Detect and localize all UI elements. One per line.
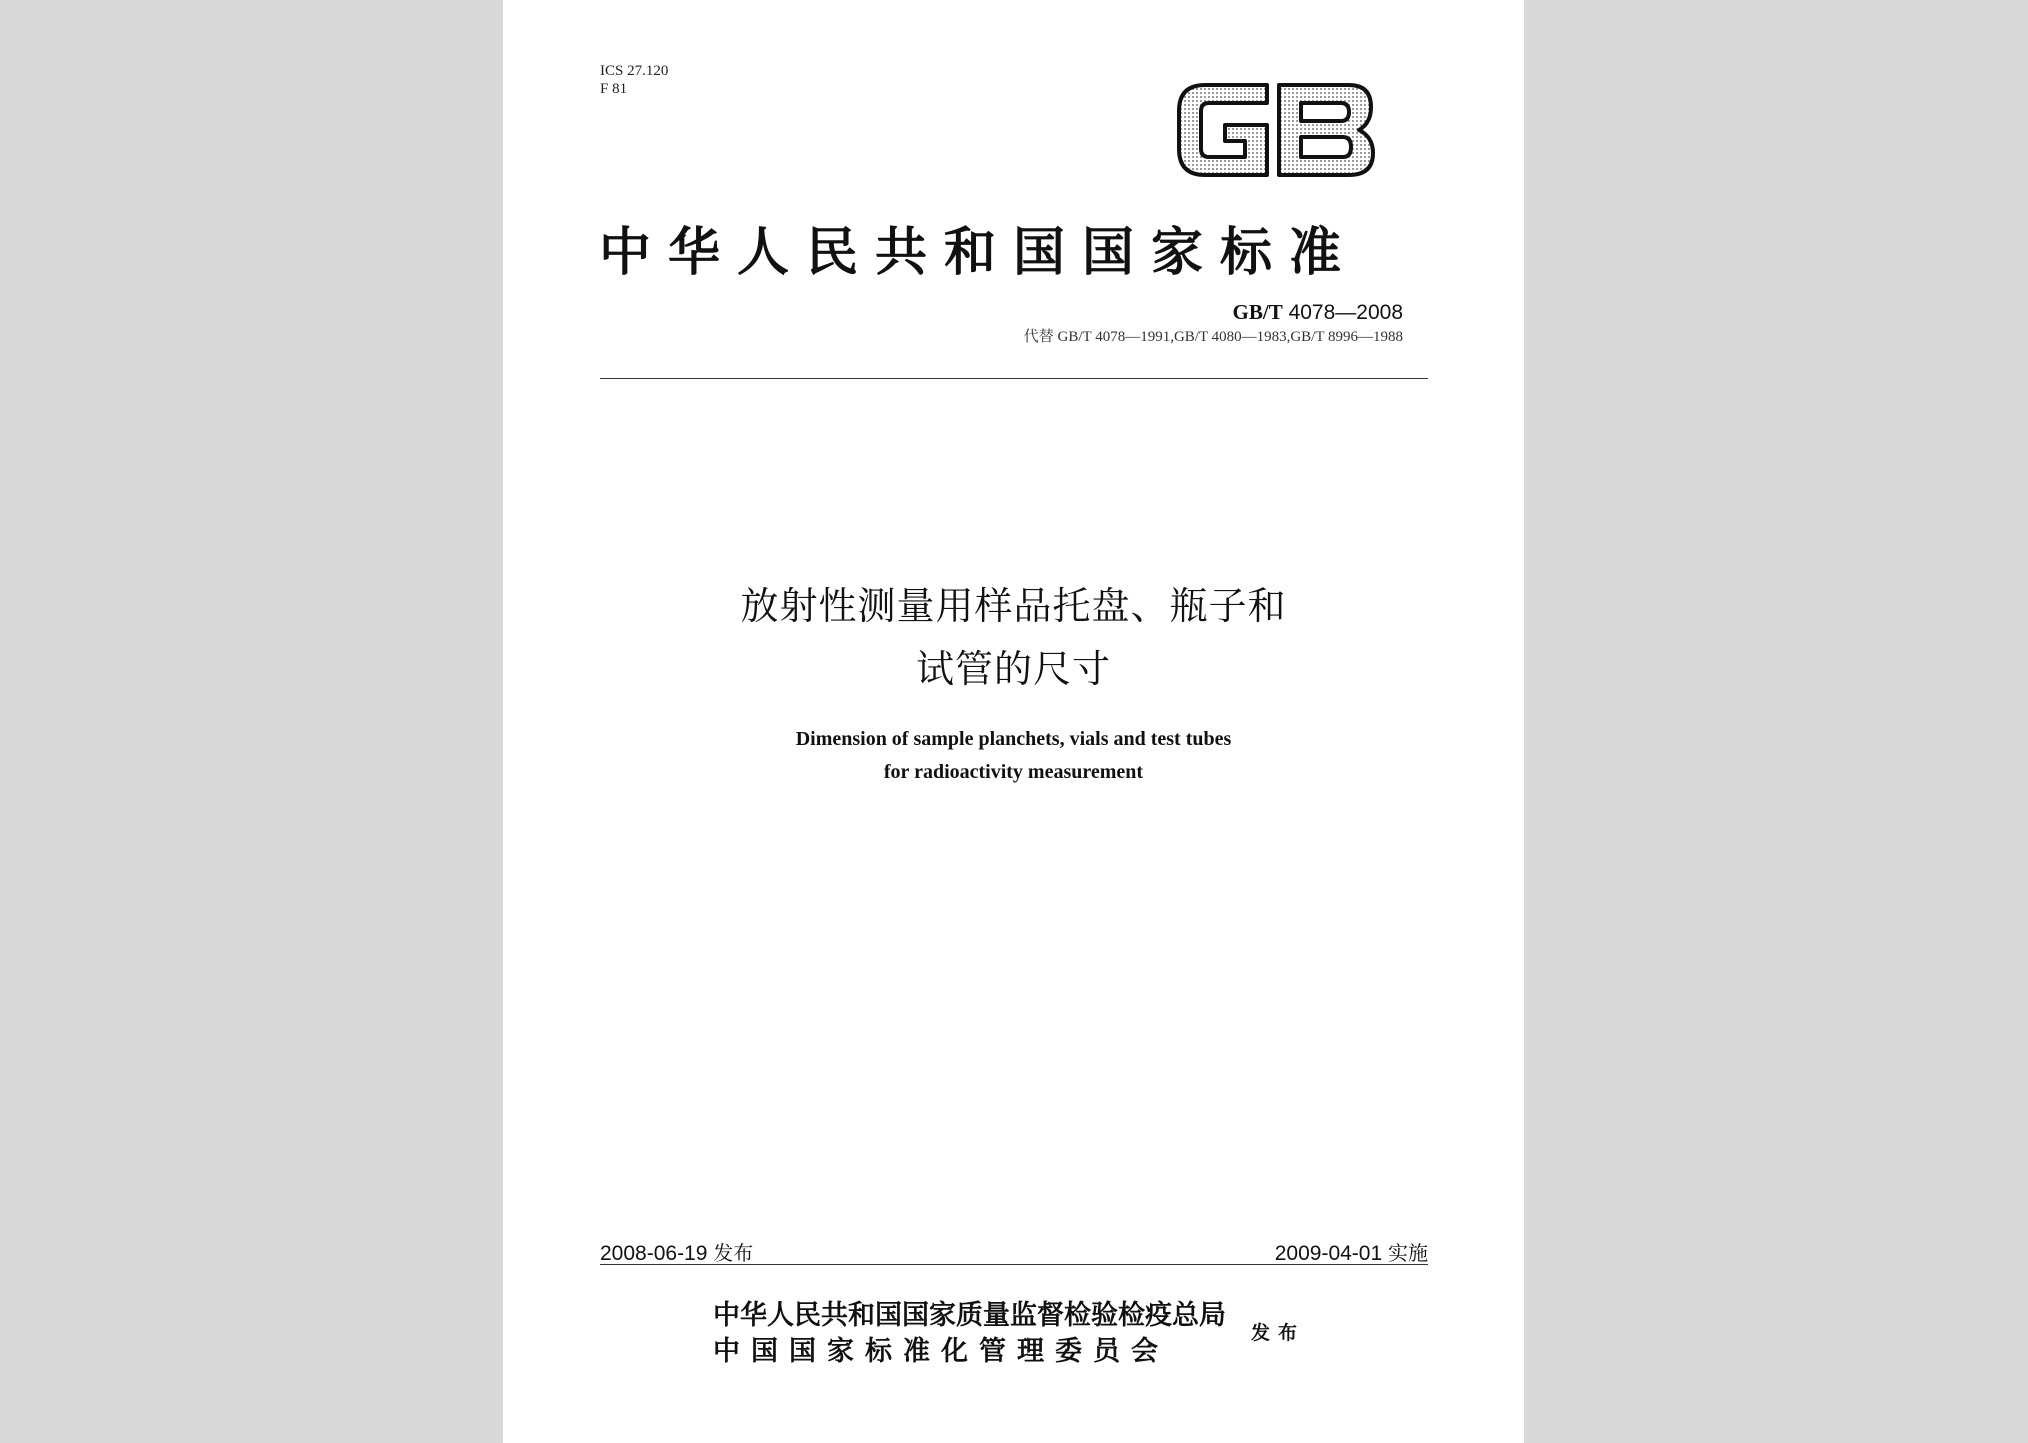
implementation-date: 2009-04-01 实施	[1274, 1241, 1428, 1265]
issuer-aqsiq: 中华人民共和国国家质量监督检验检疫总局	[713, 1300, 1226, 1331]
national-standard-title: 中华人民共和国国家标准	[599, 222, 1359, 283]
replaces-standards: 代替 GB/T 4078—1991,GB/T 4080—1983,GB/T 8996—1988	[1023, 329, 1403, 345]
document-page	[503, 0, 1524, 1443]
standard-number	[1233, 300, 1403, 325]
issuer-sac: 中国国家标准化管理委员会	[713, 1336, 1169, 1367]
issue-date: 2008-06-19 发布	[600, 1241, 754, 1265]
ics-code: ICS 27.120	[600, 63, 669, 79]
standard-prefix: GB/T	[1232, 300, 1283, 324]
publish-label: 发布	[1251, 1322, 1306, 1344]
gb-logo	[1171, 75, 1381, 185]
footer-divider	[600, 1264, 1428, 1265]
header-divider	[600, 378, 1428, 379]
english-title-line1: Dimension of sample planchets, vials and test tubes	[795, 728, 1232, 750]
chinese-title-line1: 放射性测量用样品托盘、瓶子和	[740, 584, 1287, 628]
english-title-line2: for radioactivity measurement	[883, 761, 1144, 783]
chinese-title-line2: 试管的尺寸	[915, 647, 1111, 691]
ccs-code: F 81	[600, 81, 628, 97]
standard-number-value: 4078—2008	[1288, 301, 1403, 324]
